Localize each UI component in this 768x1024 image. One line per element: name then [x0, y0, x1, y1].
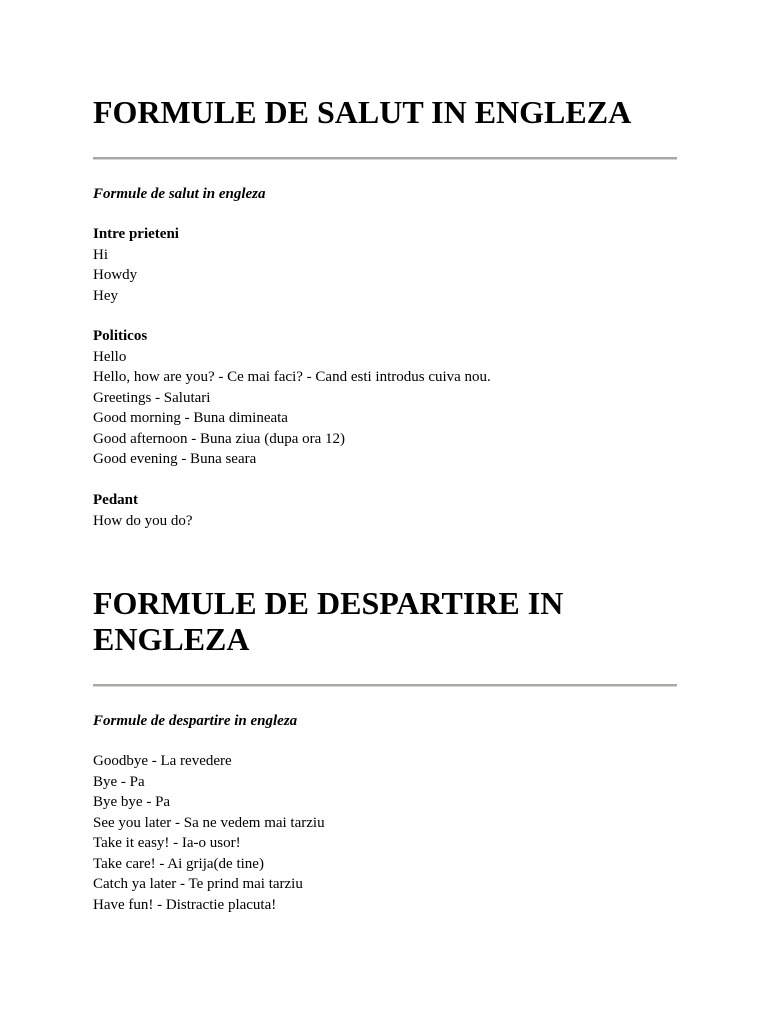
- phrase-line: How do you do?: [93, 512, 193, 529]
- heading-farewells: [93, 585, 677, 657]
- horizontal-rule: [93, 157, 677, 160]
- heading-farewells-line1: FORMULE DE DESPARTIRE IN: [93, 585, 564, 621]
- horizontal-rule: [93, 684, 677, 687]
- phrase-line: Catch ya later - Te prind mai tarziu: [93, 876, 303, 892]
- group-label: Politicos: [93, 328, 148, 344]
- phrase-line: Hi: [93, 246, 108, 263]
- phrase-line: Take it easy! - Ia-o usor!: [93, 835, 241, 851]
- phrase-line: Take care! - Ai grija(de tine): [93, 855, 264, 872]
- phrase-line: Good morning - Buna dimineata: [93, 410, 288, 426]
- phrase-line: Howdy: [93, 267, 138, 283]
- phrase-line: Good evening - Buna seara: [93, 451, 257, 467]
- group-pedant: [93, 490, 677, 531]
- group-label: Pedant: [93, 492, 138, 508]
- group-intre-prieteni: [93, 224, 677, 306]
- subtitle-greetings: Formule de salut in engleza: [93, 186, 266, 202]
- phrase-line: Hello: [93, 348, 127, 365]
- phrase-line: Bye bye - Pa: [93, 794, 171, 810]
- phrase-line: Hey: [93, 287, 118, 304]
- phrase-line: Goodbye - La revedere: [93, 753, 232, 769]
- phrase-line: See you later - Sa ne vedem mai tarziu: [93, 814, 325, 831]
- subtitle-farewells: Formule de despartire in engleza: [93, 713, 298, 729]
- phrase-line: Bye - Pa: [93, 773, 145, 790]
- group-farewells: [93, 751, 677, 915]
- heading-greetings: FORMULE DE SALUT IN ENGLEZA: [93, 94, 632, 130]
- phrase-line: Have fun! - Distractie placuta!: [93, 896, 277, 913]
- group-politicos: [93, 326, 677, 470]
- group-label: Intre prieteni: [93, 226, 179, 242]
- phrase-line: Greetings - Salutari: [93, 389, 211, 406]
- heading-farewells-line2: ENGLEZA: [93, 621, 250, 657]
- phrase-line: Good afternoon - Buna ziua (dupa ora 12): [93, 430, 345, 447]
- phrase-line: Hello, how are you? - Ce mai faci? - Cand esti introdus cuiva nou.: [93, 369, 491, 385]
